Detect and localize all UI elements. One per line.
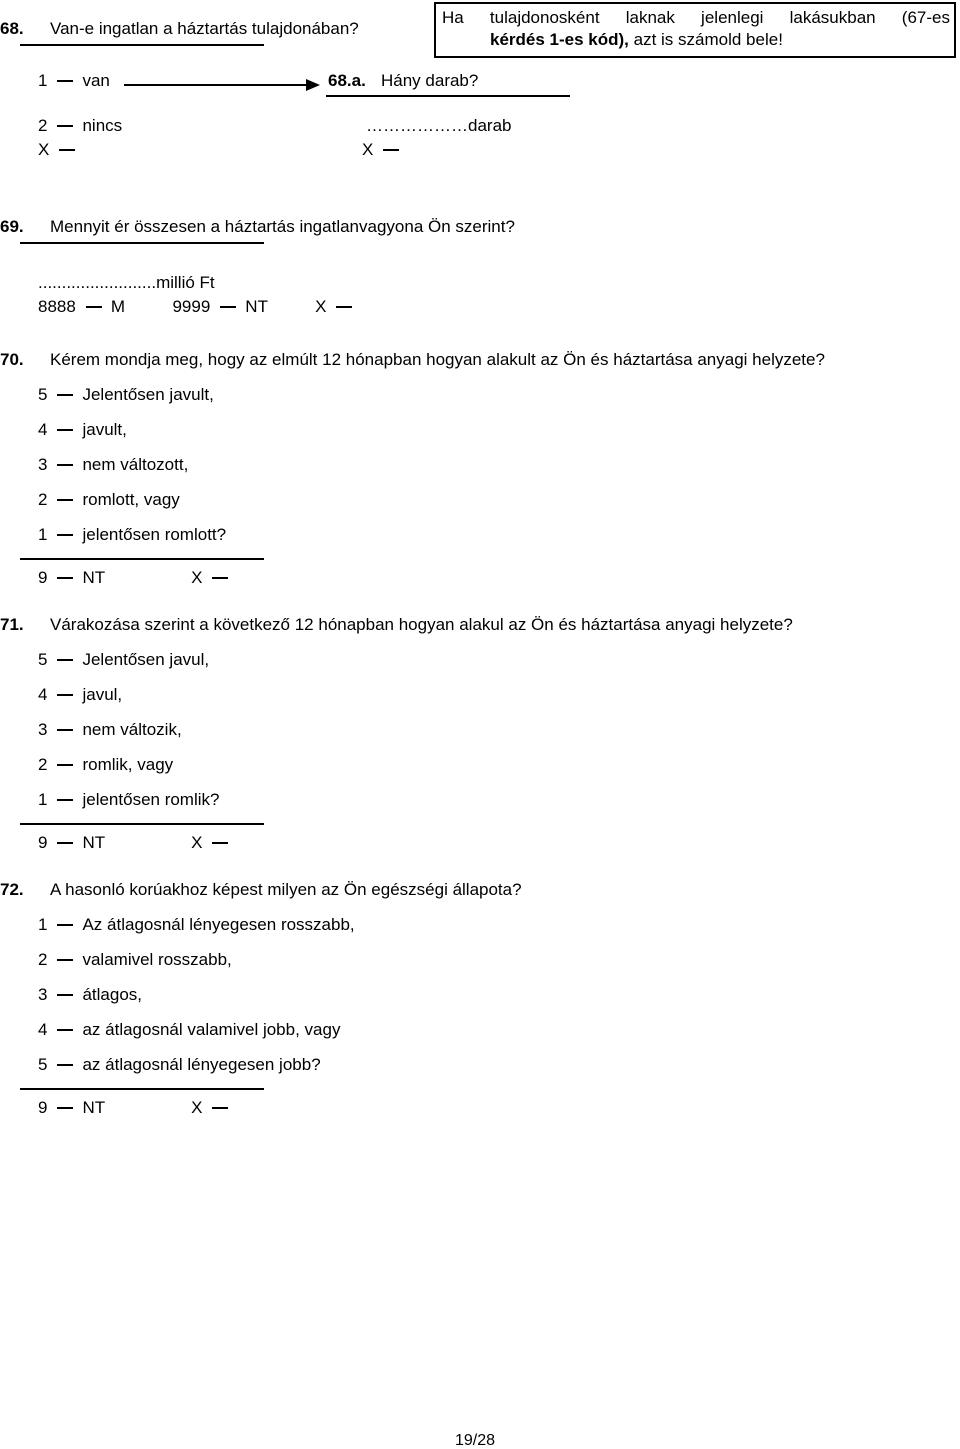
q68-option-x (38, 140, 84, 160)
q68-number: 68. (0, 19, 24, 38)
q68a-x (362, 140, 408, 160)
q71-option-2 (38, 755, 173, 775)
arrow-right-icon (306, 79, 320, 91)
option-code: 5 (38, 385, 48, 404)
q68a-answer: ………………darab (366, 116, 512, 135)
dash (57, 842, 73, 844)
option-code: 2 (38, 950, 48, 969)
dash (57, 394, 73, 396)
q72-option-2 (38, 950, 232, 970)
q70-option-nt (38, 568, 237, 588)
option-label: jelentősen romlott? (82, 525, 227, 544)
x-code: X (191, 833, 203, 852)
dash (57, 764, 73, 766)
q72-option-4 (38, 1020, 340, 1040)
q68a-number: 68.a. (328, 71, 366, 90)
dash (57, 1029, 73, 1031)
q68-note-box (434, 2, 956, 58)
q71-question: Várakozása szerint a következő 12 hónapban hogyan alakul az Ön és háztartása anyagi helyzete? (50, 615, 793, 634)
code-8888: 8888 (38, 297, 76, 316)
option-code: 5 (38, 650, 48, 669)
q69-question: Mennyit ér összesen a háztartás ingatlanvagyona Ön szerint? (50, 217, 515, 236)
option-code: 1 (38, 525, 48, 544)
option-code: 4 (38, 420, 48, 439)
q70-divider (20, 558, 264, 560)
dash (59, 149, 75, 151)
q69-codes (38, 297, 361, 317)
dash (57, 959, 73, 961)
dash (57, 1107, 73, 1109)
option-code: 1 (38, 790, 48, 809)
dash (212, 1107, 228, 1109)
q72-option-nt (38, 1098, 237, 1118)
q71-number: 71. (0, 615, 24, 634)
option-code: 4 (38, 1020, 48, 1039)
q68-note-bold: kérdés 1-es kód), (490, 30, 629, 49)
dash (212, 842, 228, 844)
dash (57, 1064, 73, 1066)
code-9999: 9999 (172, 297, 211, 316)
dash (336, 306, 352, 308)
option-code: 3 (38, 455, 48, 474)
option-code: 9 (38, 1098, 48, 1117)
option-code: 5 (38, 1055, 48, 1074)
option-label: javult, (82, 420, 127, 439)
dash (57, 499, 73, 501)
option-code: 3 (38, 720, 48, 739)
option-label: romlik, vagy (82, 755, 174, 774)
dash (57, 994, 73, 996)
q70-option-1 (38, 525, 226, 545)
option-code: 4 (38, 685, 48, 704)
q68-underline (20, 44, 264, 46)
dash (57, 694, 73, 696)
q70-option-3 (38, 455, 188, 475)
option-code: 2 (38, 116, 48, 135)
option-label: romlott, vagy (82, 490, 180, 509)
q71-option-3 (38, 720, 182, 740)
dash (57, 429, 73, 431)
option-label: Az átlagosnál lényegesen rosszabb, (82, 915, 355, 934)
option-code: 1 (38, 915, 48, 934)
dash (57, 799, 73, 801)
dash (220, 306, 236, 308)
q72-question: A hasonló korúakhoz képest milyen az Ön egészségi állapota? (50, 880, 522, 899)
dash (212, 577, 228, 579)
q68a-question: Hány darab? (381, 71, 479, 90)
dash (57, 125, 73, 127)
option-label: az átlagosnál valamivel jobb, vagy (82, 1020, 341, 1039)
q71-option-nt (38, 833, 237, 853)
q70-option-4 (38, 420, 127, 440)
dash (57, 577, 73, 579)
page-number: 19/28 (455, 1432, 496, 1449)
q68-note-line2 (490, 30, 783, 50)
option-code: 1 (38, 71, 48, 90)
option-label: nem változik, (82, 720, 182, 739)
q70-question: Kérem mondja meg, hogy az elmúlt 12 hónapban hogyan alakult az Ön és háztartása anyagi helyzete? (50, 350, 825, 369)
dash (86, 306, 102, 308)
dash (57, 80, 73, 82)
option-code: 2 (38, 490, 48, 509)
option-label: NT (82, 568, 106, 587)
option-label: az átlagosnál lényegesen jobb? (82, 1055, 321, 1074)
option-label: NT (82, 1098, 106, 1117)
q71-divider (20, 823, 264, 825)
q71-option-4 (38, 685, 122, 705)
option-label: nem változott, (82, 455, 189, 474)
dash (57, 659, 73, 661)
q68-option-1 (38, 71, 110, 91)
option-label: javul, (82, 685, 123, 704)
q69-number: 69. (0, 217, 24, 236)
dash (383, 149, 399, 151)
option-label: Jelentősen javul, (82, 650, 210, 669)
option-label: Jelentősen javult, (82, 385, 214, 404)
option-code: 9 (38, 568, 48, 587)
q70-number: 70. (0, 350, 24, 369)
option-code: 9 (38, 833, 48, 852)
q72-option-3 (38, 985, 142, 1005)
dash (57, 534, 73, 536)
option-code: X (38, 140, 50, 159)
q71-option-5 (38, 650, 209, 670)
q69-underline (20, 242, 264, 244)
q70-option-2 (38, 490, 180, 510)
option-label: NT (82, 833, 106, 852)
dash (57, 924, 73, 926)
q68-note-rest: azt is számold bele! (628, 30, 783, 49)
dash (57, 729, 73, 731)
dash (57, 464, 73, 466)
q68-option-2 (38, 116, 122, 136)
q68-question: Van-e ingatlan a háztartás tulajdonában? (50, 19, 359, 38)
arrow-line (124, 84, 310, 86)
q72-number: 72. (0, 880, 24, 899)
q72-option-5 (38, 1055, 321, 1075)
option-code: 2 (38, 755, 48, 774)
q70-option-5 (38, 385, 214, 405)
q69-answer: .........................millió Ft (38, 273, 215, 292)
option-label: jelentősen romlik? (82, 790, 220, 809)
q72-option-1 (38, 915, 355, 935)
code-m: M (110, 297, 125, 316)
code-x: X (315, 297, 327, 316)
code-nt: NT (245, 297, 268, 316)
q71-option-1 (38, 790, 219, 810)
option-label: valamivel rosszabb, (82, 950, 232, 969)
q68a-underline (326, 95, 570, 97)
q68-note-line1: Ha tulajdonosként laknak jelenlegi lakásukban (67-es (442, 8, 950, 27)
option-code: 3 (38, 985, 48, 1004)
option-label: átlagos, (82, 985, 143, 1004)
q72-divider (20, 1088, 264, 1090)
x-code: X (191, 568, 203, 587)
x-code: X (362, 140, 374, 159)
option-label: van (82, 71, 110, 90)
x-code: X (191, 1098, 203, 1117)
option-label: nincs (82, 116, 123, 135)
